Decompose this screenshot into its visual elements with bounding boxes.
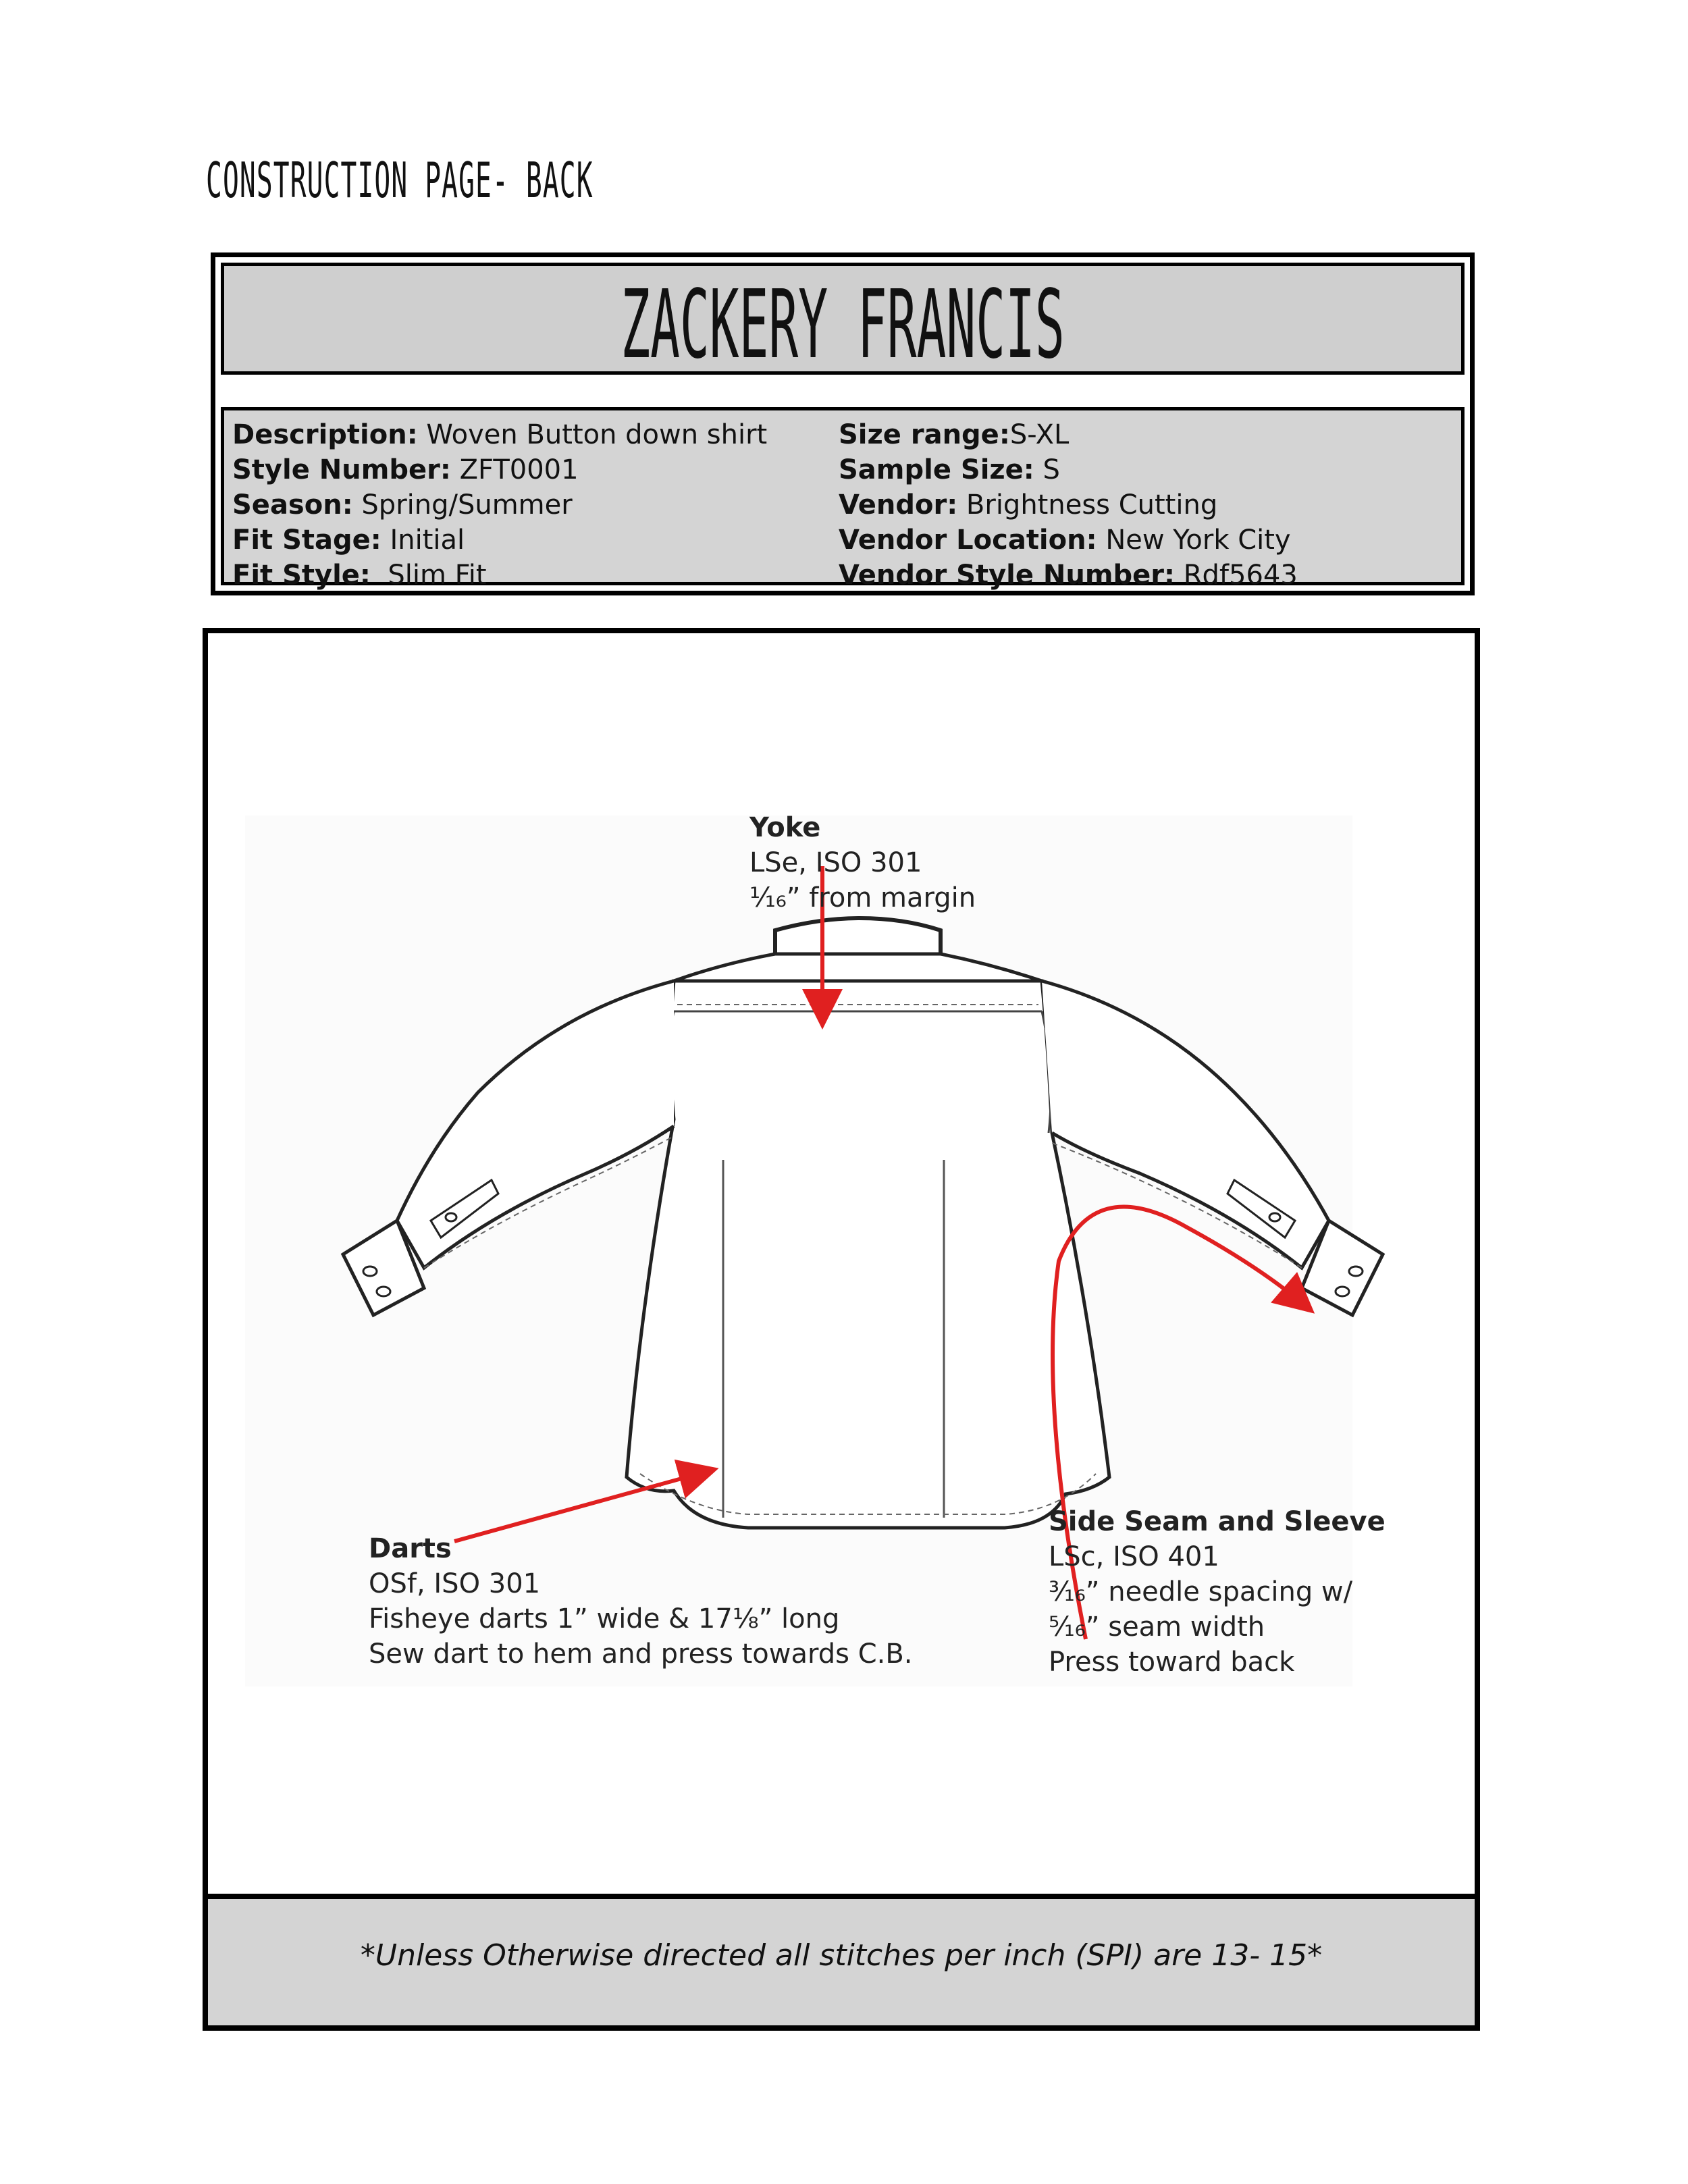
spec-header [211,252,1475,595]
spec-size-range: Size range:S-XL [839,419,1070,450]
callout-yoke-line: ¹⁄₁₆” from margin [749,882,976,913]
callout-darts-title: Darts [369,1533,452,1564]
callout-side-seam-title: Side Seam and Sleeve [1049,1506,1386,1537]
spec-vendor: Vendor: Brightness Cutting [839,489,1218,521]
callout-yoke-line: LSe, ISO 301 [749,847,922,878]
callout-darts [369,1531,913,1672]
callout-side-seam [1049,1504,1386,1680]
construction-panel [203,628,1480,2031]
brand-banner [221,263,1465,380]
callout-yoke-title: Yoke [749,812,821,843]
callout-yoke [749,810,976,915]
spi-note-band [208,1894,1475,2025]
spec-vendor-location: Vendor Location: New York City [839,525,1291,556]
callout-side-seam-line: Press toward back [1049,1647,1295,1678]
spec-info-left [232,417,767,593]
page-title: CONSTRUCTION PAGE- BACK [206,152,594,209]
spec-description: Description: Woven Button down shirt [232,419,768,450]
spec-sample-size: Sample Size: S [839,454,1060,485]
spec-style-number: Style Number: ZFT0001 [232,454,579,485]
spec-info-right [839,417,1298,593]
spec-season: Season: Spring/Summer [232,489,573,521]
callout-darts-line: OSf, ISO 301 [369,1568,541,1599]
spec-vendor-style-number: Vendor Style Number: Rdf5643 [839,560,1298,591]
callout-side-seam-line: LSc, ISO 401 [1049,1541,1219,1572]
brand-name: ZACKERY FRANCIS [621,270,1065,380]
callout-darts-line: Sew dart to hem and press towards C.B. [369,1639,913,1670]
spec-fit-stage: Fit Stage: Initial [232,525,465,556]
callout-side-seam-line: ⁵⁄₁₆” seam width [1049,1612,1265,1643]
spi-note: *Unless Otherwise directed all stitches per inch (SPI) are 13- 15* [360,1938,1323,1973]
spec-info [221,407,1465,591]
callout-side-seam-line: ³⁄₁₆” needle spacing w/ [1049,1576,1353,1607]
spec-fit-style: Fit Style: Slim Fit [232,560,487,591]
callout-darts-line: Fisheye darts 1” wide & 17⅛” long [369,1603,840,1634]
